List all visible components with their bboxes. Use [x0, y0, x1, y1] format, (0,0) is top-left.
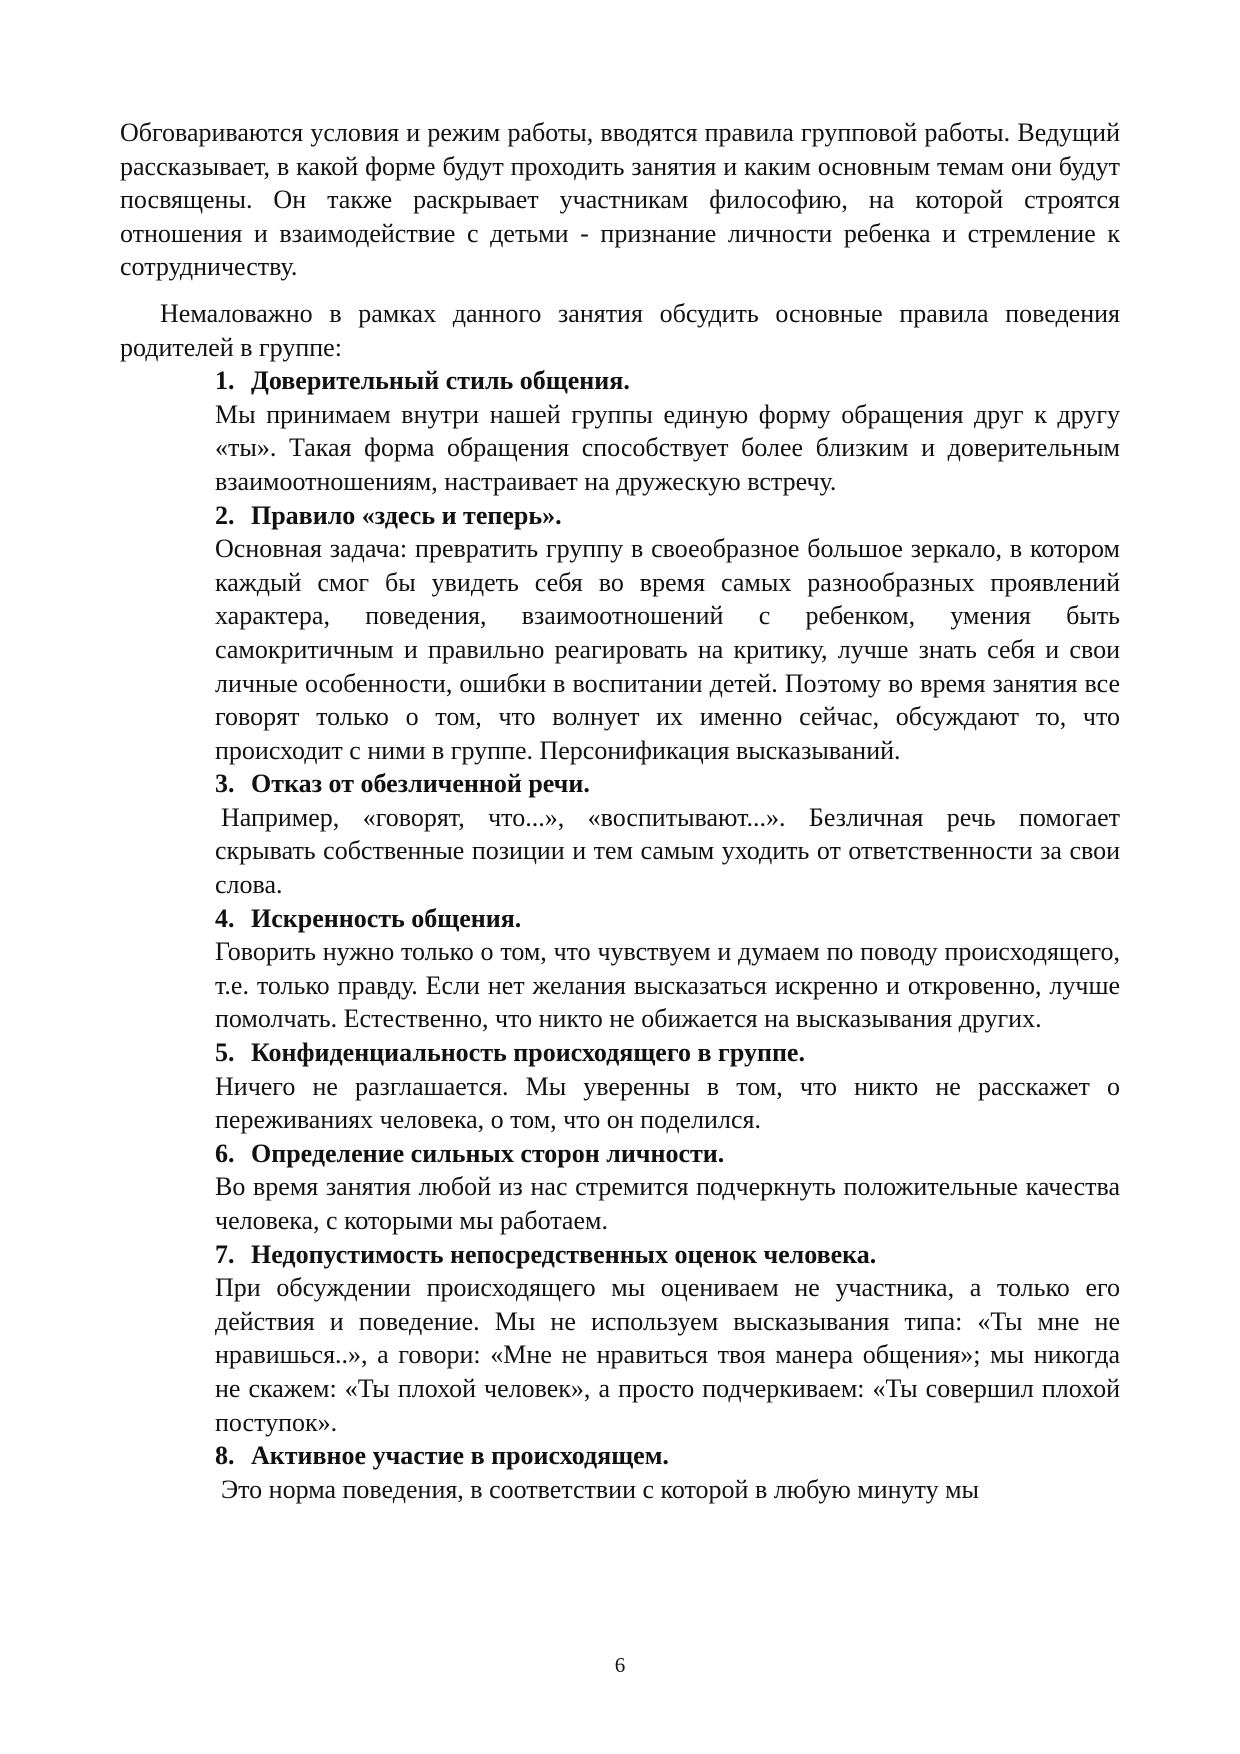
rule-title: 5. Конфиденциальность происходящего в группе. — [215, 1038, 805, 1068]
rules-list — [215, 364, 1120, 1506]
rule-body: Мы принимаем внутри нашей группы единую форму обращения друг к другу «ты». Такая форма обращения способствует более близким и доверительным взаимоотношениям, настраивает на дружескую встречу. — [215, 399, 1120, 496]
page-number: 6 — [614, 1653, 626, 1677]
rule-body: Ничего не разглашается. Мы уверенны в том, что никто не расскажет о переживаниях человека, о том, что он поделился. — [215, 1071, 1120, 1135]
rule-title: 7. Недопустимость непосредственных оценок человека. — [215, 1239, 877, 1269]
list-item — [215, 1137, 1120, 1238]
rules-lead-paragraph: Немаловажно в рамках данного занятия обсудить основные правила поведения родителей в группе: — [120, 298, 1120, 362]
list-item — [215, 1238, 1120, 1440]
rule-body: Во время занятия любой из нас стремится подчеркнуть положительные качества человека, с которыми мы работаем. — [215, 1172, 1120, 1235]
rule-body: Это норма поведения, в соответствии с которой в любую минуту мы — [221, 1474, 979, 1504]
intro-paragraph: Обговариваются условия и режим работы, вводятся правила групповой работы. Ведущий рассказывает, в какой форме будут проходить занятия и каким основным темам они будут посвящены. Он также раскрывает участникам философию, на которой строятся отношения и взаимодействие с детьми - признание личности ребенка и стремление к сотрудничеству. — [120, 118, 1120, 282]
list-item — [215, 364, 1120, 498]
rule-title: 3. Отказ от обезличенной речи. — [215, 769, 590, 799]
rule-title: 2. Правило «здесь и теперь». — [215, 500, 562, 530]
rule-body: Основная задача: превратить группу в своеобразное большое зеркало, в котором каждый смог бы увидеть себя во время самых разнообразных проявлений характера, поведения, взаимоотношений с ребенком, умения быть самокритичным и правильно реагировать на критику, лучше знать себя и свои личные особенности, ошибки в воспитании детей. Поэтому во время занятия все говорят только о том, что волнует их именно сейчас, обсуждают то, что происходит с ними в группе. Персонификация высказываний. — [215, 534, 1120, 765]
page-content — [120, 116, 1120, 1506]
list-item — [215, 499, 1120, 768]
list-item — [215, 1036, 1120, 1137]
rule-title: 6. Определение сильных сторон личности. — [215, 1138, 725, 1168]
rule-body: Говорить нужно только о том, что чувствуем и думаем по поводу происходящего, т.е. только правду. Если нет желания высказаться искренно и откровенно, лучше помолчать. Естественно, что никто не обижается на высказывания других. — [215, 937, 1120, 1034]
rule-title: 4. Искренность общения. — [215, 903, 522, 933]
rule-title: 8. Активное участие в происходящем. — [215, 1441, 669, 1471]
rule-body: Например, «говорят, что...», «воспитывают...». Безличная речь помогает скрывать собственные позиции и тем самым уходить от ответственности за свои слова. — [215, 802, 1120, 900]
rule-title: 1. Доверительный стиль общения. — [215, 366, 630, 396]
rule-body: При обсуждении происходящего мы оцениваем не участника, а только его действия и поведение. Мы не используем высказывания типа: «Ты мне не нравишься..», а говори: «Мне не нравиться твоя манера общения»; мы никогда не скажем: «Ты плохой человек», а просто подчеркиваем: «Ты совершил плохой поступок». — [215, 1273, 1120, 1437]
list-item — [215, 902, 1120, 1036]
list-item — [215, 1439, 1120, 1506]
list-item — [215, 767, 1120, 901]
